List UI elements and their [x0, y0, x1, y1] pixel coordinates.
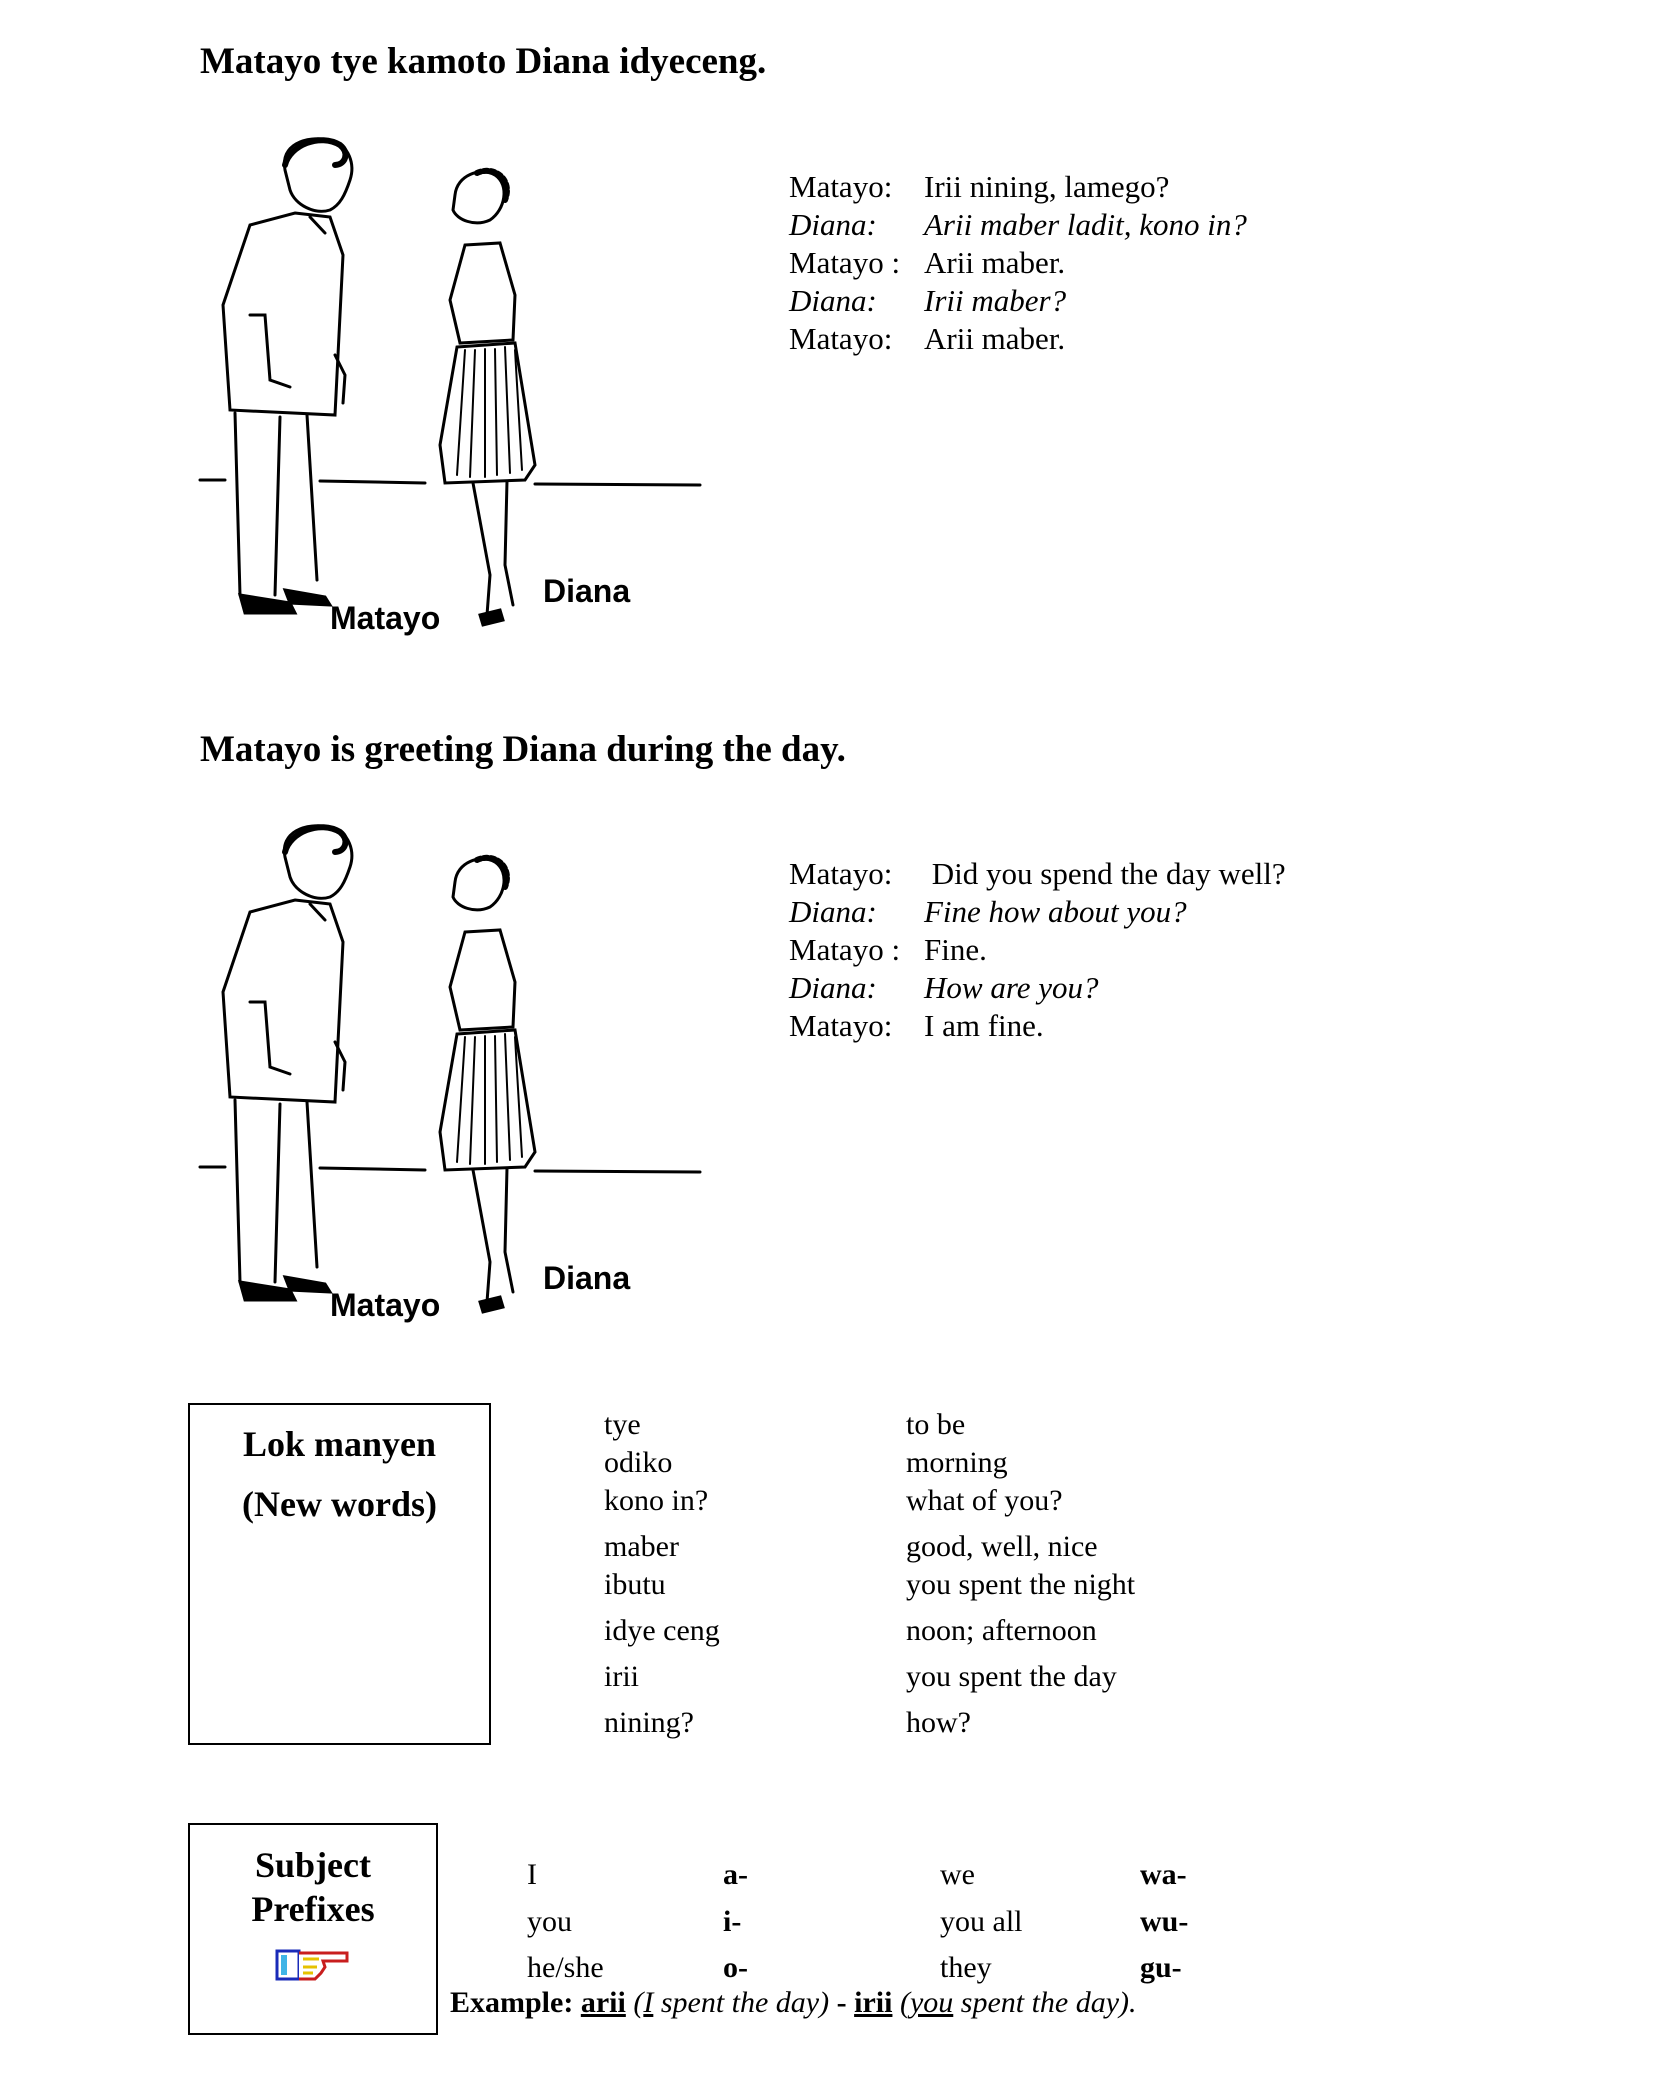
utterance: Irii maber?: [924, 283, 1067, 318]
plural-pronoun: we: [940, 1858, 975, 1891]
greeting-illustration: [195, 125, 715, 685]
vocab-word: maber: [604, 1530, 679, 1563]
speaker: Diana:: [789, 970, 877, 1005]
pointing-hand-icon: [190, 1943, 436, 1988]
pronoun: you: [527, 1905, 572, 1938]
vocab-meaning: noon; afternoon: [906, 1614, 1097, 1647]
speaker: Matayo:: [789, 856, 893, 891]
example-word-2: irii: [854, 1986, 893, 2019]
section1-heading: Matayo tye kamoto Diana idyeceng.: [200, 41, 767, 82]
illustration-drawing: [195, 812, 715, 1372]
vocab-meaning: how?: [906, 1706, 971, 1739]
vocab-word: kono in?: [604, 1484, 709, 1517]
gloss-pronoun: you: [909, 1986, 954, 2019]
example-word-1: arii: [580, 1986, 626, 2019]
utterance: Irii nining, lamego?: [924, 169, 1170, 204]
dialog-line: [789, 855, 1286, 893]
vocab-word: tye: [604, 1408, 641, 1441]
man-label: Matayo: [330, 600, 441, 636]
utterance: Arii maber ladit, kono in?: [924, 207, 1247, 242]
dialog-line: [789, 969, 1286, 1007]
gloss-paren: (: [899, 1986, 910, 2019]
speaker: Matayo:: [789, 321, 893, 356]
example-separator: -: [829, 1986, 855, 2019]
prefix: a-: [723, 1858, 748, 1891]
plural-prefix: gu-: [1140, 1951, 1182, 1984]
new-words-title: Lok manyen: [242, 1424, 437, 1464]
vocab-meaning: to be: [906, 1408, 966, 1441]
plural-prefix: wu-: [1140, 1905, 1189, 1938]
woman-label: Diana: [543, 1260, 631, 1296]
gloss-text: spent the day).: [953, 1986, 1137, 2019]
section2-dialog: [789, 855, 1286, 1045]
dialog-line: [789, 893, 1286, 931]
speaker: Matayo:: [789, 169, 893, 204]
dialog-line: [789, 1007, 1286, 1045]
speaker: Matayo :: [789, 932, 901, 967]
man-label: Matayo: [330, 1287, 441, 1323]
vocab-word: odiko: [604, 1446, 673, 1479]
dialog-line: [789, 282, 1247, 320]
vocab-word: irii: [604, 1660, 639, 1693]
woman-label: Diana: [543, 573, 631, 609]
vocab-word: nining?: [604, 1706, 694, 1739]
vocab-meaning: morning: [906, 1446, 1008, 1479]
vocab-meaning: what of you?: [906, 1484, 1063, 1517]
utterance: Did you spend the day well?: [924, 856, 1286, 891]
section1-dialog: [789, 168, 1247, 358]
utterance: How are you?: [924, 970, 1099, 1005]
new-words-box: [188, 1403, 491, 1745]
gloss-text: spent the day): [653, 1986, 830, 2019]
subject-prefixes-box: [188, 1823, 438, 2035]
plural-pronoun: they: [940, 1951, 992, 1984]
speaker: Diana:: [789, 207, 877, 242]
plural-pronoun: you all: [940, 1905, 1023, 1938]
prefix-example: [450, 1986, 1137, 2020]
speaker: Diana:: [789, 894, 877, 929]
vocab-meaning: you spent the night: [906, 1568, 1136, 1601]
gloss-paren: (: [633, 1986, 644, 2019]
greeting-illustration: [195, 812, 715, 1372]
illustration-drawing: [195, 125, 715, 685]
utterance: Fine how about you?: [924, 894, 1187, 929]
subject-prefixes-title: Subject: [255, 1845, 371, 1885]
dialog-line: [789, 206, 1247, 244]
prefix: o-: [723, 1951, 748, 1984]
utterance: Arii maber.: [924, 245, 1066, 280]
speaker: Matayo :: [789, 245, 901, 280]
dialog-line: [789, 244, 1247, 282]
dialog-line: [789, 168, 1247, 206]
vocab-meaning: you spent the day: [906, 1660, 1117, 1693]
dialog-line: [789, 931, 1286, 969]
vocab-meaning: good, well, nice: [906, 1530, 1098, 1563]
subject-prefixes-subtitle: Prefixes: [251, 1889, 375, 1929]
utterance: Arii maber.: [924, 321, 1066, 356]
utterance: Fine.: [924, 932, 987, 967]
vocab-word: idye ceng: [604, 1614, 720, 1647]
example-label: Example:: [450, 1986, 574, 2019]
dialog-line: [789, 320, 1247, 358]
plural-prefix: wa-: [1140, 1858, 1187, 1891]
vocab-word: ibutu: [604, 1568, 666, 1601]
gloss-pronoun: I: [643, 1986, 654, 2019]
pronoun: I: [527, 1858, 537, 1891]
speaker: Matayo:: [789, 1008, 893, 1043]
utterance: I am fine.: [924, 1008, 1044, 1043]
speaker: Diana:: [789, 283, 877, 318]
new-words-subtitle: (New words): [242, 1484, 437, 1524]
section2-heading: Matayo is greeting Diana during the day.: [200, 729, 846, 770]
prefix: i-: [723, 1905, 742, 1938]
pronoun: he/she: [527, 1951, 604, 1984]
